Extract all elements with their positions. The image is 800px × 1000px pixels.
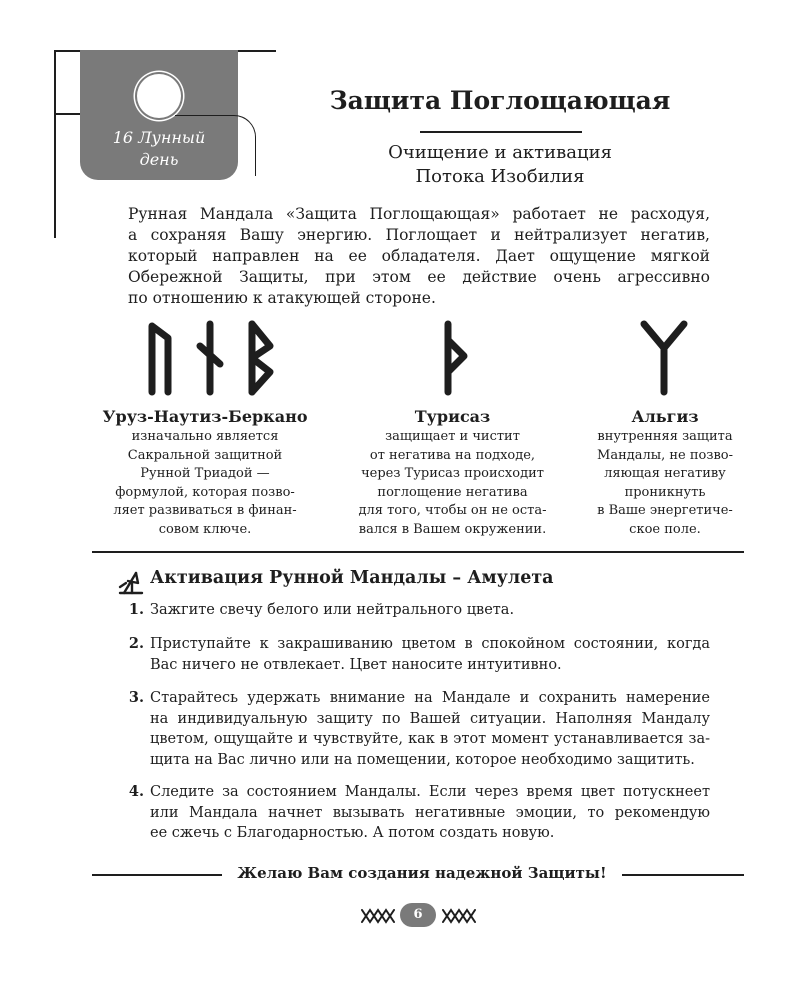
title-underline: [420, 131, 582, 133]
intro-line: который направлен на ее обладателя. Дает ощущение мягкой: [128, 247, 710, 265]
moon-day-line2: день: [139, 150, 179, 169]
rune-text-line: вался в Вашем окружении.: [358, 521, 547, 537]
step-line: Зажгите свечу белого или нейтрального цвета.: [150, 602, 515, 618]
uruz-nautiz-berkano-runes-icon: [140, 318, 280, 398]
step-line: или Мандала начнет вызывать негативные эмоции, то рекомендую: [150, 804, 710, 821]
rune-description-uruz-nautiz-berkano: [95, 407, 315, 539]
intro-line: Обережной Защиты, при этом ее действие очень агрессивно: [128, 268, 710, 286]
rune-text-line: формулой, которая позво-: [115, 484, 295, 500]
rune-mandala-icon: [116, 569, 146, 597]
step-item: [122, 600, 710, 622]
rune-text-line: для того, чтобы он не оста-: [358, 503, 547, 518]
subtitle-line1: Очищение и активация: [388, 142, 612, 163]
step-text: [150, 688, 710, 770]
rune-text-line: от негатива на подходе,: [369, 447, 536, 463]
moon-day-line1: 16 Лунный: [112, 128, 206, 147]
step-line: щита на Вас лично или на помещении, которое необходимо защитить.: [150, 751, 695, 768]
step-number: 4.: [128, 783, 144, 800]
step-number: 1.: [128, 601, 144, 618]
step-line: Приступайте к закрашиванию цветом в спокойном состоянии, когда: [150, 636, 710, 652]
closing-wish: Желаю Вам создания надежной Защиты!: [237, 864, 607, 882]
rune-name: Турисаз: [414, 407, 491, 426]
step-line: ее сжечь с Благодарностью. А потом создать новую.: [150, 825, 555, 841]
step-line: Вас ничего не отвлекает. Цвет наносите интуитивно.: [150, 656, 562, 673]
rune-name: Альгиз: [631, 407, 699, 426]
rune-text-line: ляет развиваться в финан-: [113, 503, 297, 518]
section-divider: [92, 551, 744, 553]
rune-text-line: поглощение негатива: [377, 484, 528, 500]
ornament-left-icon: [361, 908, 395, 924]
rune-text-line: защищает и чистит: [385, 429, 520, 444]
rune-description-algiz: [580, 407, 750, 539]
step-item: [122, 688, 710, 772]
rune-text-line: Мандалы, не позво-: [597, 447, 733, 463]
step-number: 3.: [128, 689, 144, 706]
page-title: Защита Поглощающая: [329, 86, 671, 115]
rune-text-line: Сакральной защитной: [127, 447, 283, 463]
full-moon-icon: [137, 74, 181, 118]
step-line: цветом, ощущайте и чувствуйте, как в этот момент устанавливается за-: [150, 731, 710, 747]
rune-text-line: через Турисаз происходит: [361, 466, 544, 481]
rune-text-line: проникнуть: [624, 484, 706, 500]
rune-description-thurisaz: [340, 407, 565, 539]
intro-line: по отношению к атакующей стороне.: [128, 289, 436, 307]
activation-section-title: Активация Рунной Мандалы – Амулета: [150, 568, 554, 588]
closing-rule-right: [622, 874, 744, 876]
subtitle-line2: Потока Изобилия: [415, 166, 585, 187]
rune-text-line: внутренняя защита: [597, 429, 733, 444]
intro-line: а сохраняя Вашу энергию. Поглощает и нейтрализует негатив,: [128, 226, 710, 244]
step-line: Следите за состоянием Мандалы. Если через время цвет потускнеет: [150, 784, 710, 800]
step-text: [150, 600, 710, 621]
closing-rule-left: [92, 874, 222, 876]
rune-name: Уруз-Наутиз-Беркано: [102, 407, 308, 426]
rune-text-line: совом ключе.: [158, 521, 252, 537]
page-number: 6: [400, 903, 436, 927]
frame-line-vertical: [54, 50, 56, 238]
step-text: [150, 634, 710, 675]
rune-text-line: изначально является: [131, 429, 279, 444]
step-text: [150, 782, 710, 844]
rune-text-line: Рунной Триадой —: [140, 466, 270, 481]
intro-paragraph: [128, 204, 710, 309]
intro-line: Рунная Мандала «Защита Поглощающая» работает не расходуя,: [128, 205, 710, 223]
rune-text-line: ляющая негативу: [604, 466, 726, 481]
rune-text-line: ское поле.: [629, 521, 701, 537]
step-item: [122, 634, 710, 676]
step-line: Старайтесь удержать внимание на Мандале и сохранить намерение: [150, 690, 710, 706]
step-item: [122, 782, 710, 846]
algiz-rune-icon: [634, 318, 694, 398]
step-line: на индивидуальную защиту по Вашей ситуации. Наполняя Мандалу: [150, 710, 710, 727]
frame-line-mid: [54, 113, 80, 115]
rune-text-line: в Ваше энергетиче-: [597, 503, 733, 518]
step-number: 2.: [128, 635, 144, 652]
ornament-right-icon: [442, 908, 476, 924]
thurisaz-rune-icon: [430, 318, 480, 398]
tab-decorative-curve: [175, 115, 256, 176]
